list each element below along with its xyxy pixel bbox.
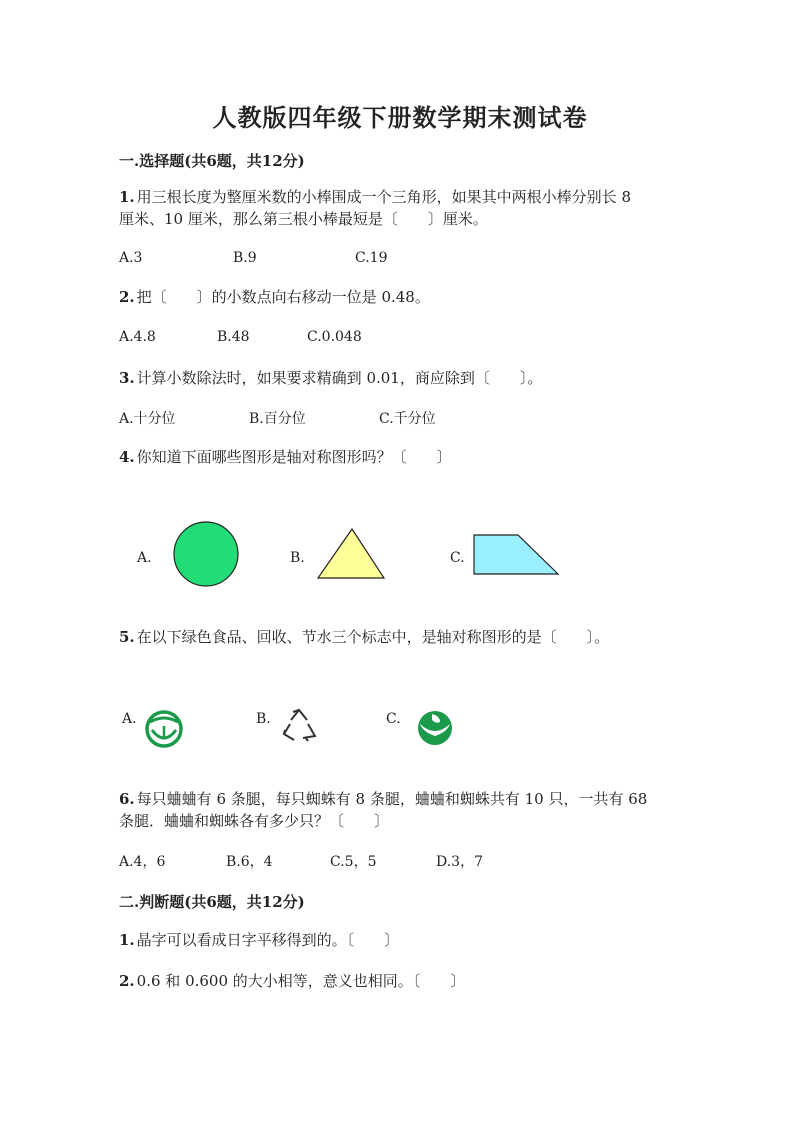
question-text: 计算小数除法时，如果要求精确到 0.01，商应除到〔 〕。: [136, 369, 543, 387]
logo-label-b: B.: [256, 711, 271, 727]
option-c: C.5，5: [330, 854, 377, 870]
question-1: [119, 186, 631, 230]
question-5: [119, 626, 609, 648]
green-food-logo-icon: [147, 712, 181, 746]
logo-label-c: C.: [386, 711, 401, 727]
figure-label-c: C.: [450, 550, 465, 566]
question-number: 1.: [119, 188, 135, 206]
option-b: B.6，4: [226, 854, 273, 870]
figure-label-b: B.: [290, 550, 305, 566]
option-d: D.3，7: [436, 854, 483, 870]
judgement-1: [119, 929, 399, 951]
option-b: B.48: [217, 329, 250, 345]
option-b: B.百分位: [249, 411, 306, 427]
option-b: B.9: [233, 250, 257, 266]
option-a: A.十分位: [119, 411, 176, 427]
trapezoid-shape: [474, 535, 558, 574]
section-heading-judgement: 二.判断题(共6题，共12分): [119, 893, 305, 911]
option-c: C.0.048: [307, 329, 362, 345]
question-6: [119, 788, 647, 832]
question-text: 把〔 〕的小数点向右移动一位是 0.48。: [136, 288, 430, 306]
question-text: 晶字可以看成日字平移得到的。〔 〕: [136, 931, 400, 949]
logo-label-a: A.: [122, 711, 137, 727]
question-text-line2: 厘米、10 厘米，那么第三根小棒最短是〔 〕厘米。: [119, 210, 488, 228]
section-heading-choice: 一.选择题(共6题，共12分): [119, 152, 305, 170]
circle-shape: [174, 522, 238, 586]
logo-figures: [0, 700, 800, 760]
question-number: 5.: [119, 628, 135, 646]
question-3: [119, 367, 542, 389]
option-a: A.4，6: [119, 854, 166, 870]
figure-shapes: [0, 520, 800, 590]
water-saving-logo-icon: [418, 711, 452, 745]
question-number: 3.: [119, 369, 135, 387]
option-c: C.千分位: [379, 411, 436, 427]
question-number: 1.: [119, 931, 135, 949]
question-4: [119, 446, 452, 468]
triangle-shape: [318, 529, 384, 578]
question-2: [119, 286, 430, 308]
question-text: 你知道下面哪些图形是轴对称图形吗？〔 〕: [136, 448, 452, 466]
option-a: A.3: [119, 250, 143, 266]
page-title: 人教版四年级下册数学期末测试卷: [212, 103, 588, 132]
question-text: 0.6 和 0.600 的大小相等，意义也相同。〔 〕: [136, 972, 466, 990]
question-number: 2.: [119, 972, 135, 990]
question-number: 4.: [119, 448, 135, 466]
option-a: A.4.8: [119, 329, 156, 345]
recycle-logo-icon: [284, 710, 315, 741]
judgement-2: [119, 970, 465, 992]
question-number: 6.: [119, 790, 135, 808]
question-text-line2: 条腿．蛐蛐和蜘蛛各有多少只？〔 〕: [119, 812, 390, 830]
question-text: 用三根长度为整厘米数的小棒围成一个三角形，如果其中两根小棒分别长 8: [136, 188, 631, 206]
question-text: 每只蛐蛐有 6 条腿，每只蜘蛛有 8 条腿，蛐蛐和蜘蛛共有 10 只，一共有 68: [136, 790, 648, 808]
question-text: 在以下绿色食品、回收、节水三个标志中，是轴对称图形的是〔 〕。: [136, 628, 610, 646]
option-c: C.19: [355, 250, 388, 266]
figure-label-a: A.: [137, 550, 152, 566]
question-number: 2.: [119, 288, 135, 306]
